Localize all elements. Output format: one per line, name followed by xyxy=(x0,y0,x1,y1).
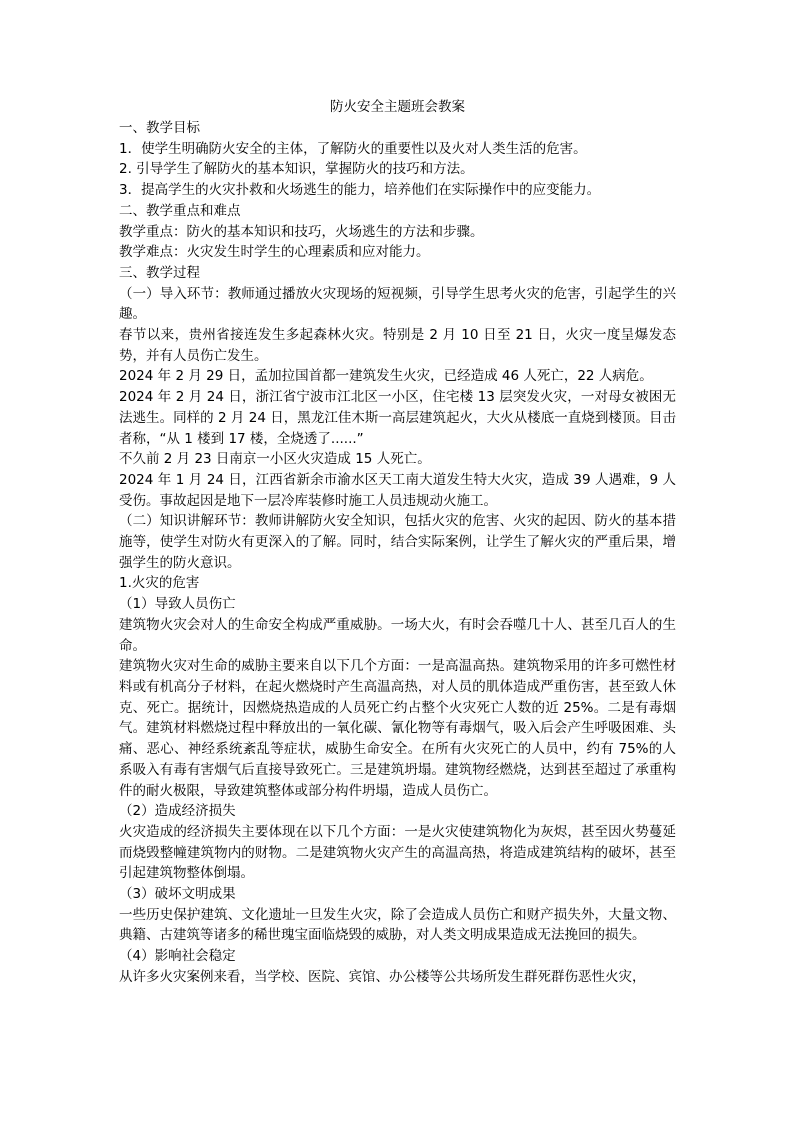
subheading-civilization: （3）破坏文明成果 xyxy=(119,886,236,903)
difficult-point-text: 教学难点：火灾发生时学生的心理素质和应对能力。 xyxy=(119,244,430,261)
heading-fire-hazards: 1.火灾的危害 xyxy=(119,575,200,592)
heading-teaching-process: 三、教学过程 xyxy=(119,264,200,281)
case-bangladesh-paragraph: 2024 年 2 月 29 日，孟加拉国首都一建筑发生火灾，已经造成 46 人死亡，22 人病危。 xyxy=(119,368,653,385)
objective-item-1: 1．使学生明确防火安全的主体，了解防火的重要性以及火对人类生活的危害。 xyxy=(119,140,587,157)
subheading-casualties: （1）导致人员伤亡 xyxy=(119,596,236,613)
case-xinyu-paragraph: 2024 年 1 月 24 日，江西省新余市渝水区天工南大道发生特大火灾，造成 39 人遇难，9 人受伤。事故起因是地下一层冷库装修时施工人员违规动火施工。 xyxy=(119,471,676,509)
knowledge-section-paragraph: （二）知识讲解环节：教师讲解防火安全知识，包括火灾的危害、火灾的起因、防火的基本措施等，使学生对防火有更深入的了解。同时，结合实际案例，让学生了解火灾的严重后果，增强学生的防火意识。 xyxy=(119,513,676,571)
subheading-economic-loss: （2）造成经济损失 xyxy=(119,803,236,820)
heading-teaching-objectives: 一、教学目标 xyxy=(119,120,200,136)
heading-key-points: 二、教学重点和难点 xyxy=(119,202,241,219)
case-nanjing-paragraph: 不久前 2 月 23 日南京一小区火灾造成 15 人死亡。 xyxy=(119,451,431,468)
economic-loss-paragraph: 火灾造成的经济损失主要体现在以下几个方面：一是火灾使建筑物化为灰烬，甚至因火势蔓延而烧毁整幢建筑物内的财物。二是建筑物火灾产生的高温高热，将造成建筑结构的破坏，甚至引起建筑物整体倒塌。 xyxy=(119,823,676,882)
objective-item-3: 3．提高学生的火灾扑救和火场逃生的能力，培养他们在实际操作中的应变能力。 xyxy=(119,182,601,199)
casualties-intro-paragraph: 建筑物火灾会对人的生命安全构成严重威胁。一场大火，有时会吞噬几十人、甚至几百人的生命。 xyxy=(119,616,676,654)
casualties-detail-paragraph: 建筑物火灾对生命的威胁主要来自以下几个方面：一是高温高热。建筑物采用的许多可燃性材料或有机高分子材料，在起火燃烧时产生高温高热，对人员的肌体造成严重伤害，甚至致人休克、死亡。据统计，因燃烧热造成的人员死亡约占整个火灾死亡人数的近 25%。二是有毒烟气。建筑材料燃烧过程中释放出的一氧化碳、氰化物等有毒烟气，吸入后会产生呼吸困难、头痛、恶心、神经系统紊乱等症状，威胁生命安全。在所有火灾死亡的人员中，约有 75%的人系吸入有毒有害烟气后直接导致死亡。三是建筑坍塌。建筑物经燃烧，达到甚至超过了承重构件的耐火极限，导致建筑整体或部分构件坍塌，造成人员伤亡。 xyxy=(119,658,676,799)
subheading-social-stability: （4）影响社会稳定 xyxy=(119,948,236,965)
case-guizhou-paragraph: 春节以来，贵州省接连发生多起森林火灾。特别是 2 月 10 日至 21 日，火灾一度呈爆发态势，并有人员伤亡发生。 xyxy=(119,327,676,364)
objective-item-2: 2. 引导学生了解防火的基本知识，掌握防火的技巧和方法。 xyxy=(119,161,474,178)
document-page xyxy=(119,97,676,988)
case-ningbo-jiamusi-paragraph: 2024 年 2 月 24 日，浙江省宁波市江北区一小区，住宅楼 13 层突发火灾，一对母女被困无法逃生。同样的 2 月 24 日，黑龙江佳木斯一高层建筑起火，大火从楼底一直烧到楼顶。目击者称，“从 1 楼到 17 楼，全烧透了......” xyxy=(119,389,676,447)
document-title: 防火安全主题班会教案 xyxy=(330,99,465,115)
civilization-paragraph: 一些历史保护建筑、文化遗址一旦发生火灾，除了会造成人员伤亡和财产损失外，大量文物、典籍、古建筑等诸多的稀世瑰宝面临烧毁的威胁，对人类文明成果造成无法挽回的损失。 xyxy=(119,906,676,944)
intro-section-paragraph: （一）导入环节：教师通过播放火灾现场的短视频，引导学生思考火灾的危害，引起学生的兴趣。 xyxy=(119,285,676,323)
key-point-text: 教学重点：防火的基本知识和技巧，火场逃生的方法和步骤。 xyxy=(119,223,484,240)
social-stability-paragraph: 从许多火灾案例来看，当学校、医院、宾馆、办公楼等公共场所发生群死群伤恶性火灾， xyxy=(119,968,646,985)
